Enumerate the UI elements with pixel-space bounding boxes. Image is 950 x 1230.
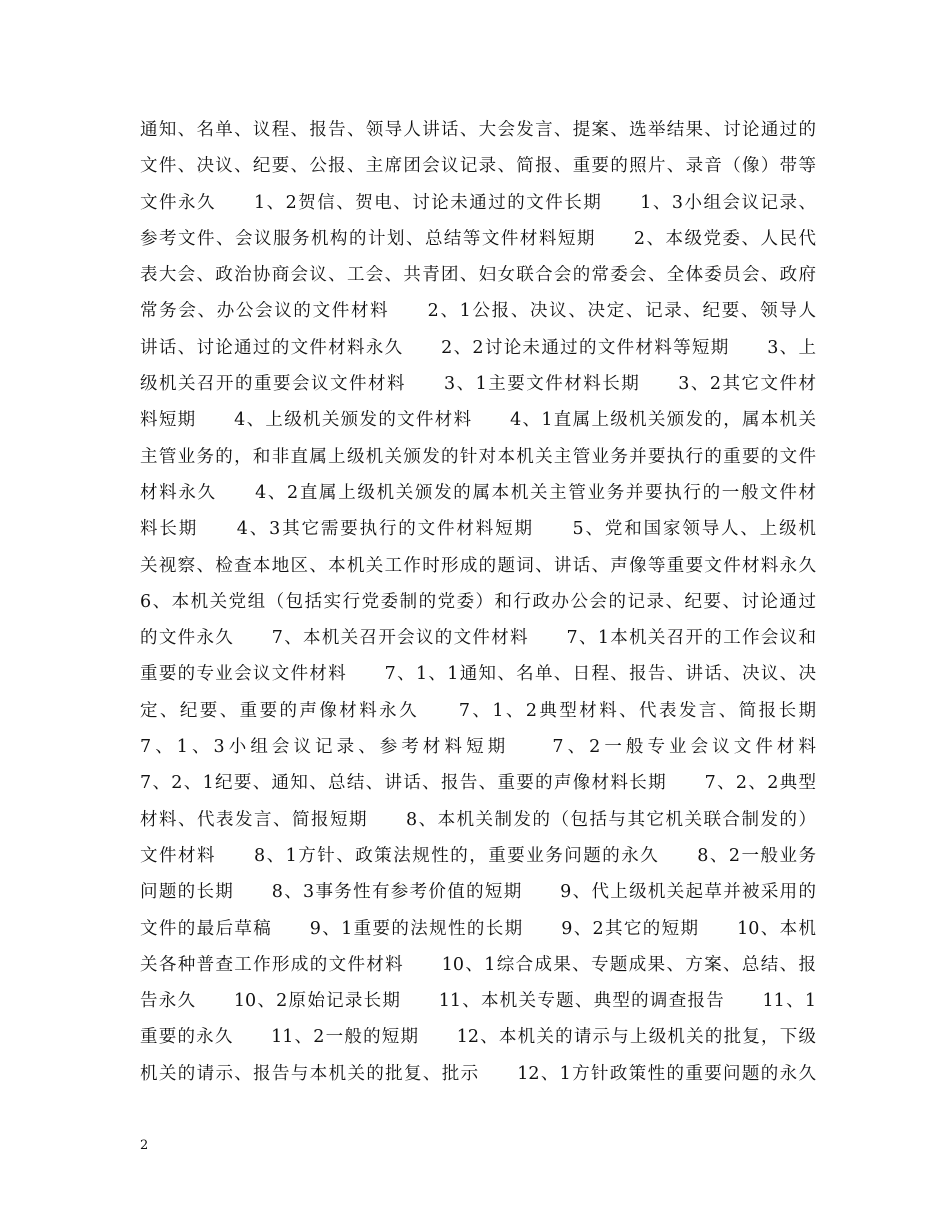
- text-line: 7、2、1纪要、通知、总结、讲话、报告、重要的声像材料长期 7、2、2典型: [140, 773, 816, 794]
- text-line: 讲话、讨论通过的文件材料永久 2、2讨论未通过的文件材料等短期 3、上: [140, 337, 816, 358]
- text-line: 6、本机关党组（包括实行党委制的党委）和行政办公会的记录、纪要、讨论通过: [140, 591, 816, 612]
- text-line: 参考文件、会议服务机构的计划、总结等文件材料短期 2、本级党委、人民代: [140, 228, 816, 249]
- text-line: 文件材料 8、1方针、政策法规性的，重要业务问题的永久 8、2一般业务: [140, 845, 816, 866]
- text-line: 文件的最后草稿 9、1重要的法规性的长期 9、2其它的短期 10、本机: [140, 918, 816, 939]
- text-line: 重要的永久 11、2一般的短期 12、本机关的请示与上级机关的批复，下级: [140, 1027, 816, 1048]
- page-number: 2: [140, 1138, 149, 1153]
- text-line: 料短期 4、上级机关颁发的文件材料 4、1直属上级机关颁发的，属本机关: [140, 410, 816, 431]
- text-line: 告永久 10、2原始记录长期 11、本机关专题、典型的调查报告 11、1: [140, 991, 816, 1012]
- text-line: 通知、名单、议程、报告、领导人讲话、大会发言、提案、选举结果、讨论通过的: [140, 120, 816, 140]
- body-text: [140, 112, 816, 1092]
- text-line: 级机关召开的重要会议文件材料 3、1主要文件材料长期 3、2其它文件材: [140, 374, 816, 395]
- text-line: 定、纪要、重要的声像材料永久 7、1、2典型材料、代表发言、简报长期: [140, 700, 816, 721]
- text-line: 主管业务的，和非直属上级机关颁发的针对本机关主管业务并要执行的重要的文件: [140, 446, 816, 467]
- text-line: 重要的专业会议文件材料 7、1、1通知、名单、日程、报告、讲话、决议、决: [140, 664, 816, 685]
- text-line: 机关的请示、报告与本机关的批复、批示 12、1方针政策性的重要问题的永久: [140, 1063, 816, 1084]
- text-line: 关各种普查工作形成的文件材料 10、1综合成果、专题成果、方案、总结、报: [140, 954, 816, 975]
- text-line: 表大会、政治协商会议、工会、共青团、妇女联合会的常委会、全体委员会、政府: [140, 265, 816, 286]
- text-line: 料长期 4、3其它需要执行的文件材料短期 5、党和国家领导人、上级机: [140, 519, 816, 540]
- text-line: 材料、代表发言、简报短期 8、本机关制发的（包括与其它机关联合制发的）: [140, 809, 816, 830]
- text-line: 7、1、3小组会议记录、参考材料短期 7、2一般专业会议文件材料: [140, 737, 816, 758]
- text-line: 常务会、办公会议的文件材料 2、1公报、决议、决定、记录、纪要、领导人: [140, 301, 816, 322]
- text-line: 关视察、检查本地区、本机关工作时形成的题词、讲话、声像等重要文件材料永久: [140, 555, 816, 576]
- text-line: 文件永久 1、2贺信、贺电、讨论未通过的文件长期 1、3小组会议记录、: [140, 192, 816, 213]
- text-line: 问题的长期 8、3事务性有参考价值的短期 9、代上级机关起草并被采用的: [140, 882, 816, 903]
- text-line: 的文件永久 7、本机关召开会议的文件材料 7、1本机关召开的工作会议和: [140, 628, 816, 649]
- text-line: 材料永久 4、2直属上级机关颁发的属本机关主管业务并要执行的一般文件材: [140, 482, 816, 503]
- text-line: 文件、决议、纪要、公报、主席团会议记录、简报、重要的照片、录音（像）带等: [140, 156, 816, 177]
